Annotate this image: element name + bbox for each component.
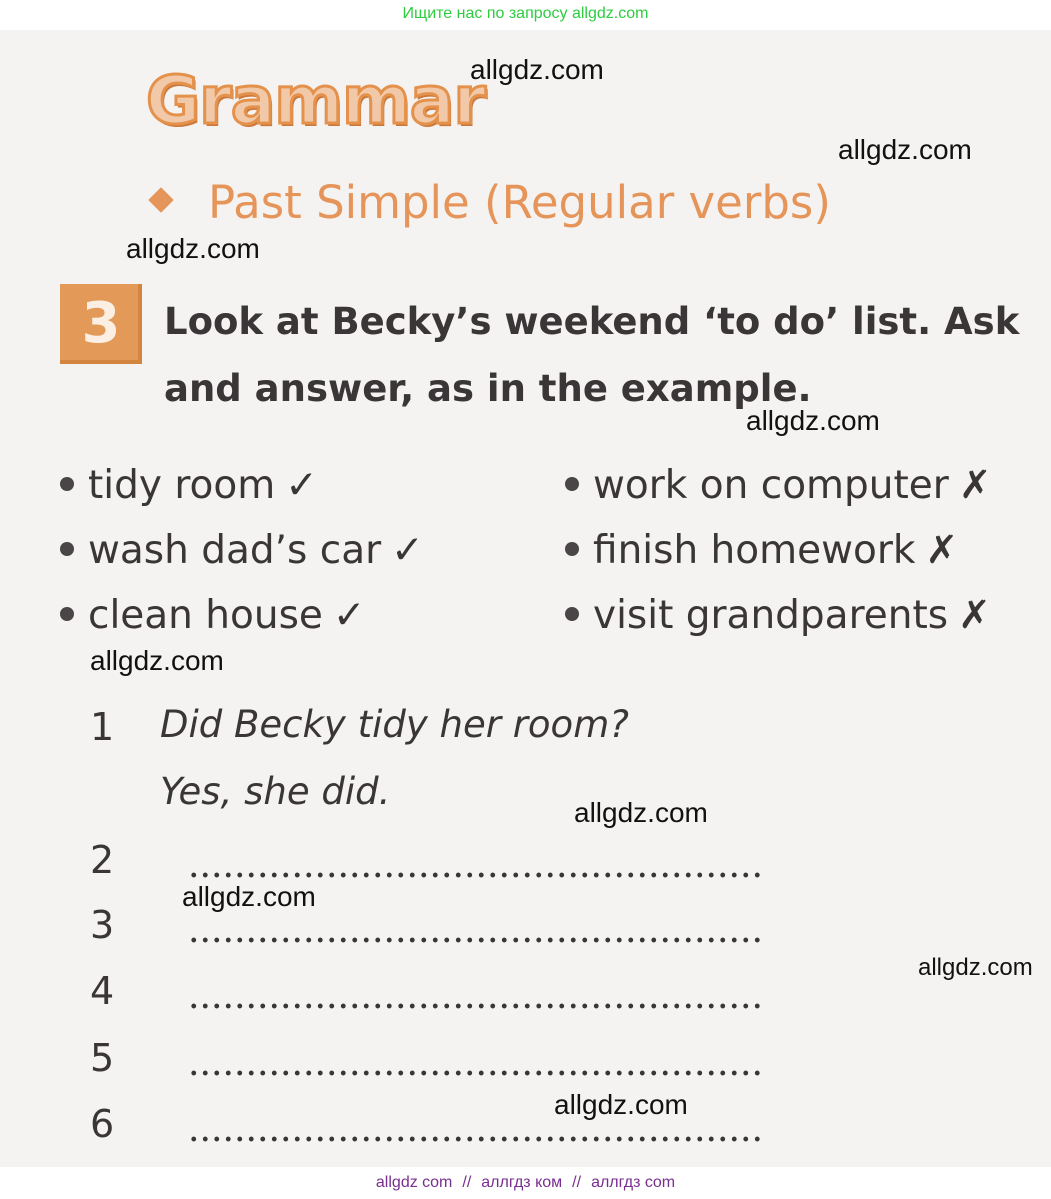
todo-item (60, 458, 424, 523)
watermark: allgdz.com (918, 954, 1033, 981)
answer-line-number: 3 (90, 903, 115, 947)
dotted-answer-field[interactable] (188, 1003, 766, 1009)
todo-item (565, 588, 992, 653)
todo-item-text: tidy room (88, 463, 276, 508)
watermark: allgdz.com (838, 134, 972, 165)
answer-line[interactable] (90, 1036, 780, 1086)
bottom-banner-link[interactable]: аллгдз ком (481, 1174, 563, 1191)
todo-item (60, 588, 424, 653)
dotted-answer-field[interactable] (188, 872, 766, 878)
bullet-icon (60, 477, 74, 491)
todo-item-text: visit grandparents (593, 593, 949, 638)
top-banner[interactable]: Ищите нас по запросу allgdz.com (0, 0, 1051, 30)
bullet-icon (60, 542, 74, 556)
check-icon: ✓ (332, 593, 366, 638)
watermark: allgdz.com (470, 54, 604, 85)
watermark: allgdz.com (126, 233, 260, 264)
cross-icon: ✗ (958, 593, 991, 638)
watermark: allgdz.com (746, 405, 880, 436)
bottom-banner-link[interactable]: allgdz com (375, 1174, 453, 1191)
separator: // (572, 1174, 582, 1191)
todo-item-text: wash dad’s car (88, 528, 382, 573)
watermark: allgdz.com (182, 881, 316, 912)
answer-line[interactable] (90, 969, 780, 1019)
cross-icon: ✗ (925, 528, 959, 573)
grammar-heading: Grammar (146, 62, 485, 139)
dotted-answer-field[interactable] (188, 1136, 766, 1142)
example-question: Did Becky tidy her room? (160, 703, 629, 746)
bullet-icon (565, 542, 579, 556)
answer-line-number: 6 (90, 1102, 115, 1146)
diamond-icon (148, 187, 173, 212)
todo-item (60, 523, 424, 588)
todo-list-done (60, 458, 424, 653)
example-answer: Yes, she did. (160, 770, 391, 813)
answer-line-number: 5 (90, 1036, 115, 1080)
bottom-banner[interactable] (0, 1167, 1051, 1199)
exercise-number: 3 (81, 291, 121, 356)
answer-line-number: 2 (90, 838, 115, 882)
watermark: allgdz.com (554, 1089, 688, 1120)
dotted-answer-field[interactable] (188, 937, 766, 943)
bullet-icon (565, 477, 579, 491)
answer-line-number: 4 (90, 969, 115, 1013)
check-icon: ✓ (391, 528, 424, 573)
bottom-banner-link[interactable]: аллгдз com (591, 1174, 676, 1191)
watermark: allgdz.com (574, 797, 708, 828)
dotted-answer-field[interactable] (188, 1070, 766, 1076)
cross-icon: ✗ (958, 463, 992, 508)
section-title-text: Past Simple (Regular verbs) (208, 176, 831, 229)
example-number: 1 (90, 705, 115, 749)
todo-item-text: work on computer (593, 463, 949, 508)
exercise-number-badge (60, 284, 142, 364)
bullet-icon (565, 607, 579, 621)
check-icon: ✓ (285, 463, 318, 508)
section-title (152, 176, 831, 229)
todo-list-not-done (565, 458, 992, 653)
bullet-icon (60, 607, 74, 621)
exercise-instruction: Look at Becky’s weekend ‘to do’ list. Ask and answer, as in the example. (164, 300, 1020, 410)
watermark: allgdz.com (90, 645, 224, 676)
todo-item-text: finish homework (593, 528, 916, 573)
separator: // (462, 1174, 472, 1191)
todo-item (565, 458, 992, 523)
todo-item (565, 523, 992, 588)
todo-item-text: clean house (88, 593, 323, 638)
